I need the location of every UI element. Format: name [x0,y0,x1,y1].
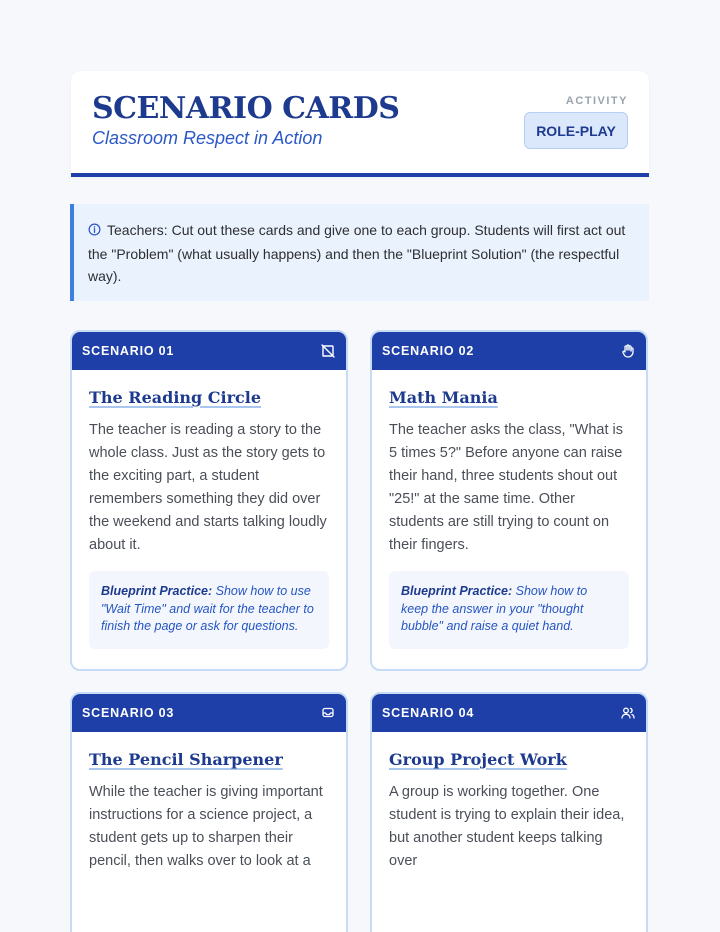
card-body [372,370,646,649]
users-icon [620,705,636,721]
blueprint-practice [389,571,629,649]
notice-text: Teachers: Cut out these cards and give one to each group. Students will first act out the "Problem" (what usually happens) and then the "Blueprint Solution" (the respectful way). [88,222,626,284]
activity-badge: ROLE-PLAY [524,112,628,149]
practice-label: Blueprint Practice: [401,584,513,598]
card-title: Group Project Work [389,750,567,769]
blueprint-practice [89,571,329,649]
card-header [72,694,346,732]
teacher-notice [70,204,649,301]
card-title: Math Mania [389,388,498,407]
practice-text: Show how to keep the answer in your "thought bubble" and raise a quiet hand. [401,584,588,633]
card-header [72,332,346,370]
practice-label: Blueprint Practice: [101,584,213,598]
hand-icon [620,343,636,359]
card-label: SCENARIO 03 [82,706,175,720]
scenario-card-02 [370,330,648,671]
card-body [72,370,346,649]
scenario-card-03 [70,692,348,932]
activity-label: ACTIVITY [565,95,628,107]
card-label: SCENARIO 04 [382,706,475,720]
card-title: The Pencil Sharpener [89,750,283,769]
page-title: SCENARIO CARDS [92,91,400,126]
card-header [372,694,646,732]
card-header [372,332,646,370]
scenario-card-04 [370,692,648,932]
card-body [372,732,646,873]
card-body [72,732,346,873]
card-text: The teacher asks the class, "What is 5 times 5?" Before anyone can raise their hand, three students shout out "25!" at the same time. Other students are still trying to count on their fingers. [389,422,624,553]
header-card [71,71,649,177]
practice-text: Show how to use "Wait Time" and wait for the teacher to finish the page or ask for questions. [101,584,314,633]
card-label: SCENARIO 02 [382,344,475,358]
card-text: A group is working together. One student is trying to explain their idea, but another student keeps talking over [389,784,625,869]
card-text: The teacher is reading a story to the whole class. Just as the story gets to the exciting part, a student remembers something they did over the weekend and starts talking loudly about it. [89,422,327,553]
book-off-icon [320,343,336,359]
card-label: SCENARIO 01 [82,344,175,358]
card-text: While the teacher is giving important instructions for a science project, a student gets up to sharpen their pencil, then walks over to look at a [89,784,323,869]
scenario-card-01 [70,330,348,671]
card-title: The Reading Circle [89,388,262,407]
page-subtitle: Classroom Respect in Action [92,128,323,148]
info-icon [88,220,101,243]
inbox-icon [320,705,336,721]
